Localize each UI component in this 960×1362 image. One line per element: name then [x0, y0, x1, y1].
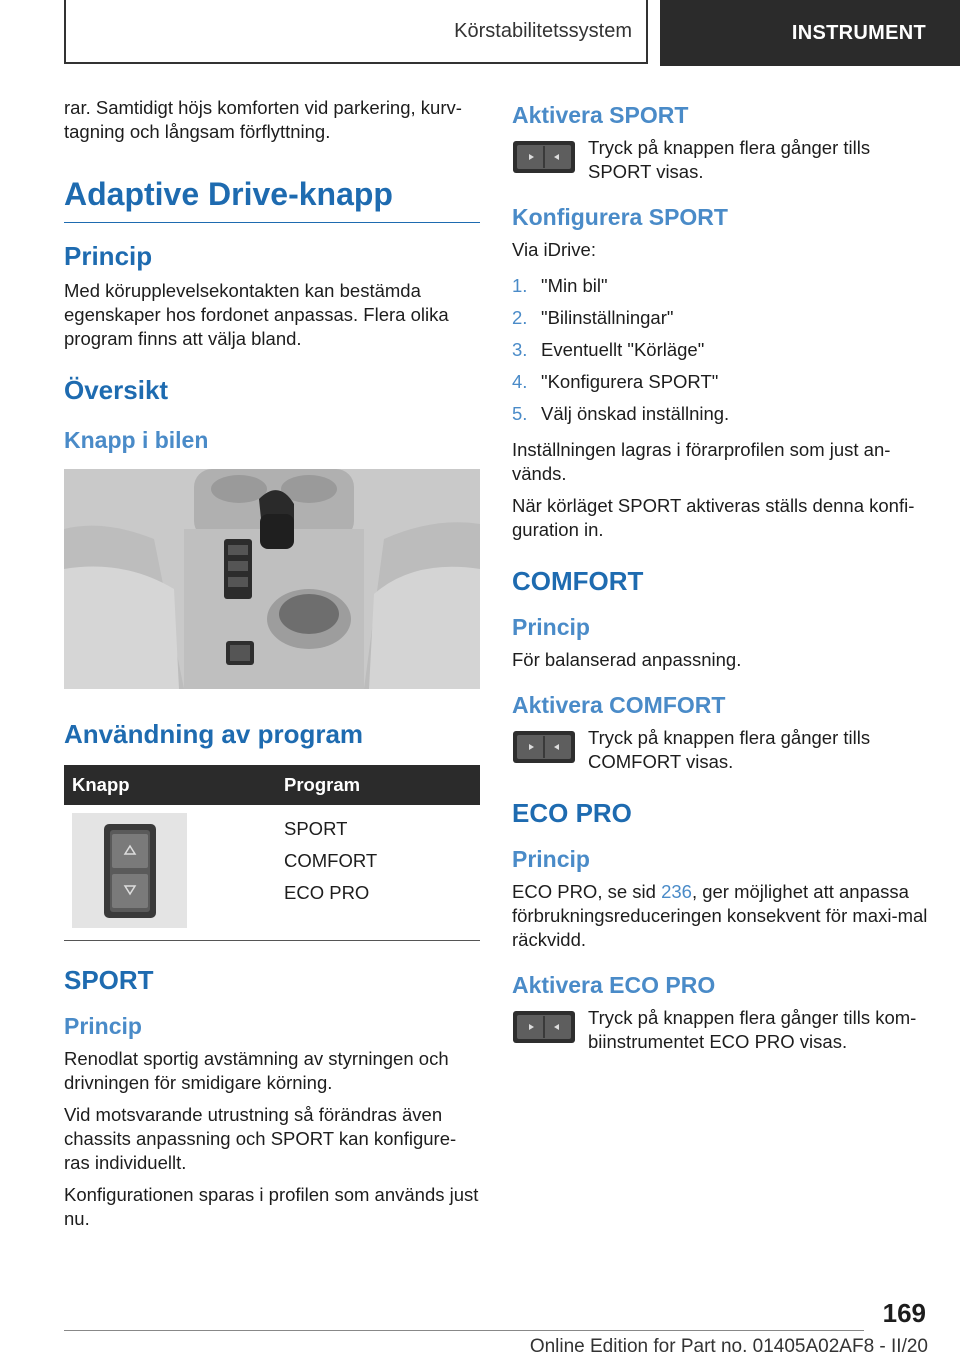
- oversikt-heading: Översikt: [64, 375, 169, 405]
- car-console-image: [64, 469, 480, 689]
- right-column: [512, 96, 928, 1062]
- princip-heading: Princip: [64, 241, 153, 271]
- anvandning-heading: Användning av program: [64, 719, 364, 749]
- aktivera-comfort-heading: Aktivera COMFORT: [512, 692, 726, 718]
- comfort-princip-heading: Princip: [512, 614, 590, 640]
- page-236-link[interactable]: 236: [661, 881, 692, 902]
- table-button-image-cell: [64, 813, 284, 928]
- section-title: Körstabilitetssystem: [454, 19, 632, 42]
- aktivera-eco-heading: Aktivera ECO PRO: [512, 972, 716, 998]
- list-item: 1. "Min bil": [512, 275, 608, 296]
- aktivera-sport-heading: Aktivera SPORT: [512, 102, 689, 128]
- table-col-knapp: Knapp: [72, 774, 130, 795]
- list-item: 4. "Konfigurera SPORT": [512, 371, 719, 392]
- header-section-title: [64, 0, 648, 64]
- program-eco-pro: ECO PRO: [284, 882, 370, 903]
- main-title: Adaptive Drive-knapp: [64, 174, 480, 223]
- via-idrive: Via iDrive:: [512, 239, 596, 260]
- header-chapter-tab: [660, 0, 960, 66]
- eco-princip-paragraph: ECO PRO, se sid 236, ger möjlighet att anpassa förbrukningsreduceringen konsekvent för maxi-mal räckvidd.: [512, 881, 928, 950]
- page-number: 169: [882, 1298, 926, 1328]
- intro-paragraph: rar. Samtidigt höjs komforten vid parkering, kurv-tagning och långsam förflyttning.: [64, 97, 462, 142]
- sport-paragraph-2: Vid motsvarande utrustning så förändras även chassits anpassning och SPORT kan konfigure-ras individuellt.: [64, 1104, 457, 1173]
- list-item: 3. Eventuellt "Körläge": [512, 339, 705, 360]
- aktivera-sport-text: Tryck på knappen flera gånger tills SPORT visas.: [588, 137, 871, 182]
- konfig-paragraph-2: När körläget SPORT aktiveras ställs denna konfi-guration in.: [512, 495, 915, 540]
- comfort-princip-text: För balanserad anpassning.: [512, 649, 742, 670]
- footer-edition: Online Edition for Part no. 01405A02AF8 - II/20: [529, 1336, 928, 1357]
- comfort-heading: COMFORT: [512, 566, 644, 596]
- drive-mode-button-icon: [512, 730, 576, 764]
- aktivera-sport-instruction: [512, 136, 928, 184]
- eco-pro-heading: ECO PRO: [512, 798, 632, 828]
- drive-mode-switch-image: [72, 813, 187, 928]
- konfig-steps: [512, 270, 928, 430]
- aktivera-eco-instruction: [512, 1006, 928, 1054]
- footer-divider: [64, 1330, 864, 1331]
- knapp-heading: Knapp i bilen: [64, 427, 209, 453]
- list-item: 2. "Bilinställningar": [512, 307, 674, 328]
- drive-mode-button-icon: [512, 1010, 576, 1044]
- princip-paragraph: Med körupplevelsekontakten kan bestämda egenskaper hos fordonet anpassas. Flera olika program finns att välja bland.: [64, 280, 449, 349]
- table-col-program: Program: [284, 774, 361, 795]
- drive-mode-button-icon: [512, 140, 576, 174]
- aktivera-comfort-instruction: [512, 726, 928, 774]
- eco-princip-heading: Princip: [512, 846, 590, 872]
- aktivera-eco-text: Tryck på knappen flera gånger tills kom-biinstrumentet ECO PRO visas.: [588, 1007, 917, 1052]
- sport-paragraph-1: Renodlat sportig avstämning av styrningen och drivningen för smidigare körning.: [64, 1048, 449, 1093]
- aktivera-comfort-text: Tryck på knappen flera gånger tills COMFORT visas.: [588, 727, 871, 772]
- konfigurera-sport-heading: Konfigurera SPORT: [512, 204, 728, 230]
- sport-princip-heading: Princip: [64, 1013, 142, 1039]
- sport-paragraph-3: Konfigurationen sparas i profilen som används just nu.: [64, 1184, 479, 1229]
- program-comfort: COMFORT: [284, 850, 378, 871]
- chapter-title: INSTRUMENT: [791, 21, 926, 44]
- left-column: [64, 96, 480, 1239]
- konfig-paragraph-1: Inställningen lagras i förarprofilen som just an-vänds.: [512, 439, 891, 484]
- list-item: 5. Välj önskad inställning.: [512, 403, 730, 424]
- table-program-list: [284, 813, 377, 928]
- table-row: [64, 805, 480, 941]
- program-sport: SPORT: [284, 818, 348, 839]
- program-table-header: [64, 765, 480, 805]
- sport-heading: SPORT: [64, 965, 154, 995]
